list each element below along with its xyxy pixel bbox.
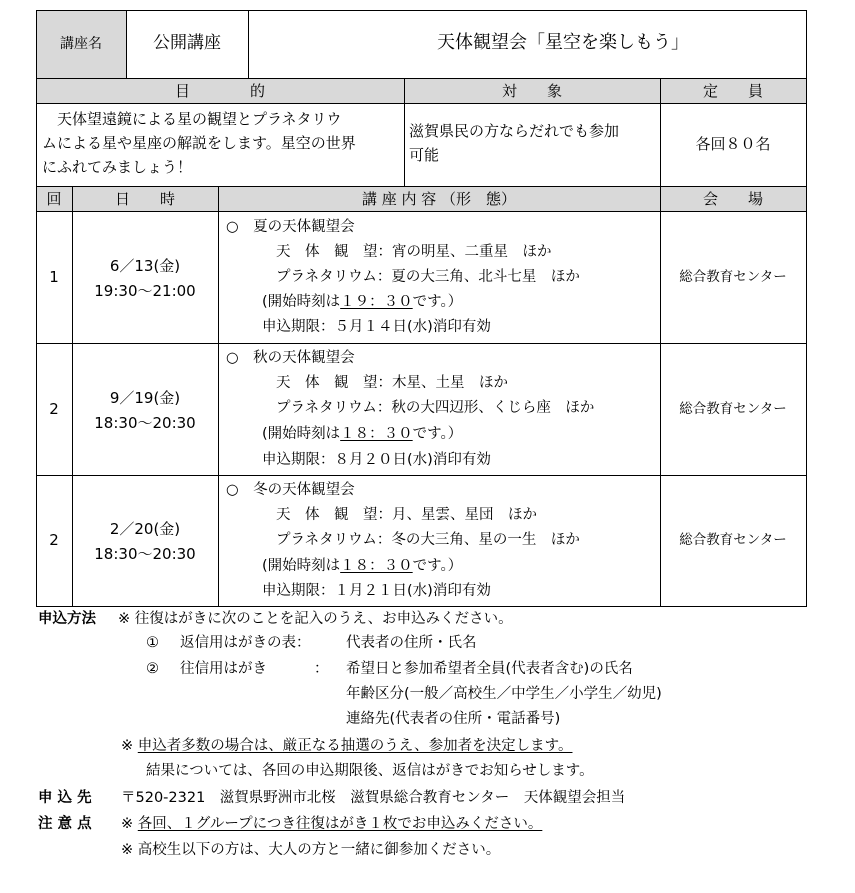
target-line: 可能 [409, 146, 440, 164]
capacity-header: 定 員 [702, 82, 763, 100]
session-no: 2 [49, 531, 59, 549]
note-mark: ※ [121, 738, 134, 754]
start-time-value: １８：３０ [340, 426, 413, 442]
session-start-time [262, 557, 462, 575]
start-time-value: １９：３０ [340, 294, 413, 310]
course-title: 天体観望会「星空を楽しもう」 [437, 32, 689, 53]
session-title: ○ 夏の天体観望会 [226, 219, 355, 235]
start-time-value: １８：３０ [340, 558, 413, 574]
start-prefix: (開始時刻は [262, 558, 341, 574]
session-observation: 天 体 観 望：宵の明星、二重星 ほか [276, 244, 552, 260]
item-value: 年齢区分(一般／高校生／中学生／小学生／幼児) [346, 686, 662, 702]
session-time: 18:30～20:30 [94, 545, 196, 563]
course-name-label: 講座名 [60, 36, 102, 52]
datetime-header: 日 時 [114, 190, 175, 208]
note-text: 各回、１グループにつき往復はがき１枚でお申込みください。 [137, 816, 543, 832]
method-label: 申込方法 [38, 611, 96, 627]
caution-note [121, 815, 542, 833]
start-prefix: (開始時刻は [262, 294, 341, 310]
address-text: 〒520-2321 滋賀県野洲市北桜 滋賀県総合教育センター 天体観望会担当 [121, 790, 626, 806]
session-date: 6／13(金) [109, 257, 181, 275]
session-date: 9／19(金) [109, 389, 181, 407]
start-suffix: です。） [412, 294, 463, 310]
lottery-note [121, 737, 572, 755]
item-value: 代表者の住所・氏名 [346, 635, 477, 651]
note-text: 申込者多数の場合は、厳正なる抽選のうえ、参加者を決定します。 [137, 738, 573, 754]
venue-header: 会 場 [702, 190, 763, 208]
session-start-time [262, 293, 462, 311]
session-time: 19:30～21:00 [94, 282, 196, 300]
start-suffix: です。） [412, 426, 463, 442]
caution-note: ※ 高校生以下の方は、大人の方と一緒に御参加ください。 [121, 842, 501, 858]
note-mark: ※ [121, 816, 134, 832]
target-line: 滋賀県民の方ならだれでも参加 [409, 122, 620, 140]
session-no: 1 [49, 268, 59, 286]
session-observation: 天 体 観 望：木星、土星 ほか [276, 375, 508, 391]
session-deadline: 申込期限：５月１４日(水)消印有効 [262, 319, 491, 335]
purpose-header: 目 的 [174, 82, 265, 100]
session-planetarium: プラネタリウム：冬の大三角、星の一生 ほか [276, 532, 580, 548]
caution-label: 注 意 点 [38, 816, 92, 832]
purpose-line: にふれてみましょう！ [42, 158, 193, 176]
method-text: ※ 往復はがきに次のことを記入のうえ、お申込みください。 [118, 611, 513, 627]
purpose-line: ムによる星や星座の解説をします。星空の世界 [42, 134, 356, 152]
session-deadline: 申込期限：１月２１日(水)消印有効 [262, 583, 491, 599]
item-label: 返信用はがきの表： [180, 635, 311, 651]
target-header: 対 象 [501, 82, 562, 100]
content-header: 講 座 内 容 （形 態） [361, 190, 517, 208]
item-value: 希望日と参加希望者全員(代表者含む)の氏名 [346, 661, 633, 677]
session-title: ○ 冬の天体観望会 [226, 482, 355, 498]
course-category: 公開講座 [153, 33, 221, 53]
session-no-header: 回 [46, 190, 62, 208]
session-planetarium: プラネタリウム：秋の大四辺形、くじら座 ほか [276, 400, 595, 416]
session-observation: 天 体 観 望：月、星雲、星団 ほか [276, 507, 537, 523]
item-label: 往信用はがき [180, 661, 267, 677]
session-title: ○ 秋の天体観望会 [226, 350, 355, 366]
session-venue: 総合教育センター [679, 401, 787, 417]
item-colon: ： [314, 661, 329, 677]
address-label: 申 込 先 [38, 790, 92, 806]
purpose-line: 天体望遠鏡による星の観望とプラネタリウ [42, 110, 342, 128]
session-time: 18:30～20:30 [94, 414, 196, 432]
start-prefix: (開始時刻は [262, 426, 341, 442]
item-value: 連絡先(代表者の住所・電話番号) [346, 711, 561, 727]
session-venue: 総合教育センター [679, 532, 787, 548]
session-start-time [262, 425, 462, 443]
session-deadline: 申込期限：８月２０日(水)消印有効 [262, 452, 491, 468]
session-date: 2／20(金) [109, 520, 181, 538]
result-note: 結果については、各回の申込期限後、返信はがきでお知らせします。 [146, 763, 594, 779]
item-number: ② [146, 661, 159, 677]
session-no: 2 [49, 400, 59, 418]
item-number: ① [146, 635, 159, 651]
session-venue: 総合教育センター [679, 269, 787, 285]
start-suffix: です。） [412, 558, 463, 574]
capacity-value: 各回８０名 [695, 135, 771, 153]
session-planetarium: プラネタリウム：夏の大三角、北斗七星 ほか [276, 269, 580, 285]
